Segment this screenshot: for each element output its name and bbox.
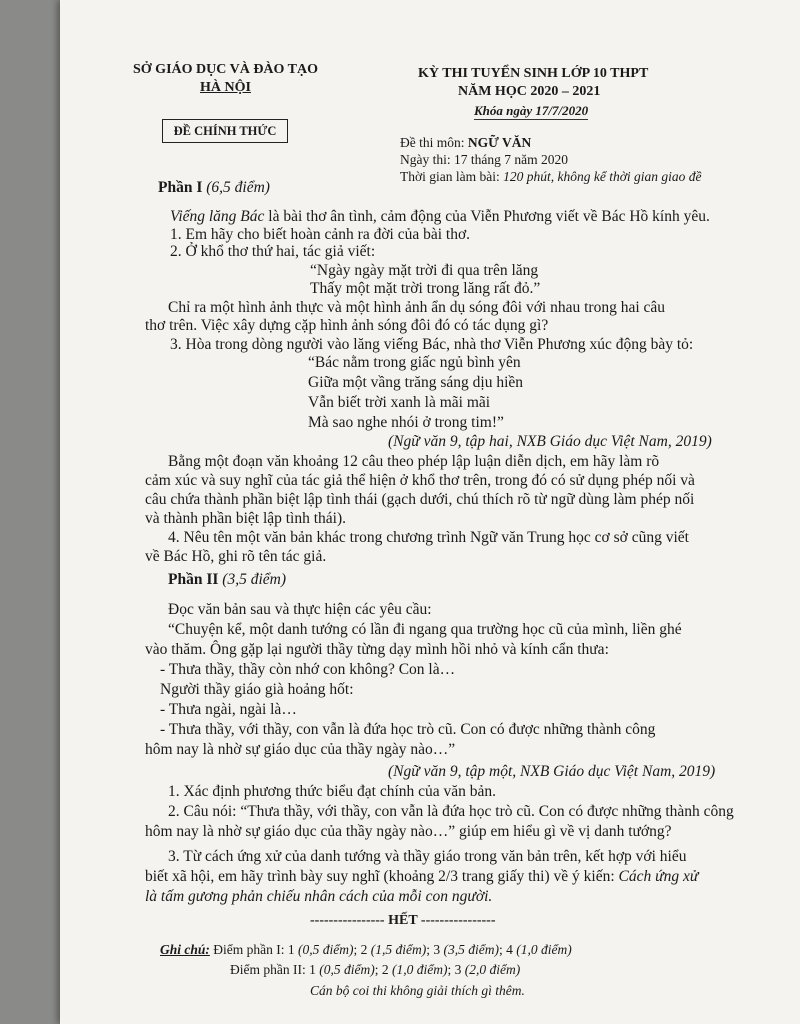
story-line5: - Thưa ngài, ngài là…	[160, 701, 297, 718]
part1-intro: Viếng lăng Bác là bài thơ ân tình, cảm động của Viễn Phương viết về Bác Hồ kính yêu.	[170, 208, 710, 225]
end-marker: ---------------- HẾT ----------------	[310, 913, 496, 928]
part1-q4-line2: về Bác Hồ, ghi rõ tên tác giả.	[145, 548, 327, 565]
exam-date: Khóa ngày 17/7/2020	[474, 103, 589, 118]
part2-q3-line3: là tấm gương phản chiếu nhân cách của mỗi con người.	[145, 888, 493, 905]
exam-paper	[60, 0, 800, 1024]
part2-q3-line2: biết xã hội, em hãy trình bày suy nghĩ (khoảng 2/3 trang giấy thi) về ý kiến: Cách ứng xử	[145, 868, 699, 885]
story-line1: “Chuyện kể, một danh tướng có lần đi ngang qua trường học cũ của mình, liền ghé	[168, 621, 682, 638]
part2-q3-line1: 3. Từ cách ứng xử của danh tướng và thầy giáo trong văn bản trên, kết hợp với hiểu	[168, 848, 687, 865]
part1-q2-text2: thơ trên. Việc xây dựng cặp hình ảnh sóng đôi đó có tác dụng gì?	[145, 317, 549, 334]
note-line1: Ghi chú: Điểm phần I: 1 (0,5 điểm); 2 (1,5 điểm); 3 (3,5 điểm); 4 (1,0 điểm)	[160, 942, 572, 957]
story-line2: vào thăm. Ông gặp lại người thầy từng dạy mình hồi nhỏ và kính cẩn thưa:	[145, 641, 609, 658]
part1-q3: 3. Hòa trong dòng người vào lăng viếng Bác, nhà thơ Viễn Phương xúc động bày tỏ:	[170, 336, 694, 353]
part1-points: (6,5 điểm)	[206, 179, 270, 196]
part1-heading	[158, 178, 270, 198]
duration-line	[400, 169, 702, 185]
subject-line	[400, 135, 531, 151]
part1-q4-line1: 4. Nêu tên một văn bản khác trong chương trình Ngữ văn Trung học cơ sở cũng viết	[168, 529, 689, 546]
city-name: HÀ NỘI	[200, 80, 251, 95]
story-line6: - Thưa thầy, với thầy, con vẫn là đứa học trò cũ. Con có được những thành công	[160, 721, 656, 738]
part2-points: (3,5 điểm)	[222, 571, 286, 588]
school-year: NĂM HỌC 2020 – 2021	[458, 84, 601, 99]
part1-q1: 1. Em hãy cho biết hoàn cảnh ra đời của bài thơ.	[170, 226, 471, 243]
note-line3: Cán bộ coi thi không giải thích gì thêm.	[310, 983, 525, 998]
source-citation-2: (Ngữ văn 9, tập một, NXB Giáo dục Việt Nam, 2019)	[388, 763, 716, 780]
department-name: SỞ GIÁO DỤC VÀ ĐÀO TẠO	[133, 62, 319, 77]
poem2-line4: Mà sao nghe nhói ở trong tim!”	[308, 414, 504, 431]
part2-q2-line1: 2. Câu nói: “Thưa thầy, với thầy, con vẫn là đứa học trò cũ. Con có được những thành công	[168, 803, 734, 820]
part1-title: Phần I	[158, 179, 207, 196]
note-label: Ghi chú:	[160, 942, 210, 957]
poem-title: Viếng lăng Bác	[170, 208, 265, 225]
story-line7: hôm nay là nhờ sự giáo dục của thầy ngày nào…”	[145, 741, 456, 758]
part2-heading	[168, 570, 286, 590]
exam-title: KỲ THI TUYỂN SINH LỚP 10 THPT	[418, 66, 649, 81]
note-line2: Điểm phần II: 1 (0,5 điểm); 2 (1,0 điểm); 3 (2,0 điểm)	[230, 962, 521, 977]
part1-q2-text1: Chỉ ra một hình ảnh thực và một hình ảnh ẩn dụ sóng đôi với nhau trong hai câu	[168, 299, 666, 316]
part2-q2-line2: hôm nay là nhờ sự giáo dục của thầy ngày nào…” giúp em hiểu gì về vị danh tướng?	[145, 823, 672, 840]
poem1-line2: Thấy một mặt trời trong lăng rất đỏ.”	[310, 280, 541, 297]
part1-q2: 2. Ở khổ thơ thứ hai, tác giả viết:	[170, 243, 376, 260]
story-line3: - Thưa thầy, thầy còn nhớ con không? Con là…	[160, 661, 456, 678]
poem2-line3: Vẫn biết trời xanh là mãi mãi	[308, 394, 491, 411]
source-citation-1: (Ngữ văn 9, tập hai, NXB Giáo dục Việt Nam, 2019)	[388, 433, 712, 450]
duration-label: Thời gian làm bài:	[400, 169, 504, 184]
duration-value: 120 phút, không kể thời gian giao đề	[503, 169, 702, 184]
part2-instruction: Đọc văn bản sau và thực hiện các yêu cầu:	[168, 601, 432, 618]
story-line4: Người thầy giáo già hoảng hốt:	[160, 681, 354, 698]
subject-label: Đề thi môn:	[400, 135, 468, 150]
part2-title: Phần II	[168, 571, 223, 588]
poem2-line1: “Bác nằm trong giấc ngủ bình yên	[308, 354, 521, 371]
part1-q3-text4: và thành phần biệt lập tình thái).	[145, 510, 347, 527]
poem1-line1: “Ngày ngày mặt trời đi qua trên lăng	[310, 262, 539, 279]
official-exam-box: ĐỀ CHÍNH THỨC	[162, 119, 288, 143]
part1-q3-text3: câu chứa thành phần biệt lập tình thái (gạch dưới, chú thích rõ từ ngữ dùng làm phép nối	[145, 491, 695, 508]
subject-value: NGỮ VĂN	[467, 135, 532, 150]
part1-q3-text1: Bằng một đoạn văn khoảng 12 câu theo phép lập luận diễn dịch, em hãy làm rõ	[168, 453, 660, 470]
part1-q3-text2: cảm xúc và suy nghĩ của tác giả thể hiện ở khổ thơ trên, trong đó có sử dụng phép nối và	[145, 472, 695, 489]
poem2-line2: Giữa một vầng trăng sáng dịu hiền	[308, 374, 524, 391]
exam-day-line: Ngày thi: 17 tháng 7 năm 2020	[400, 152, 568, 167]
part2-q1: 1. Xác định phương thức biểu đạt chính của văn bản.	[168, 783, 497, 800]
